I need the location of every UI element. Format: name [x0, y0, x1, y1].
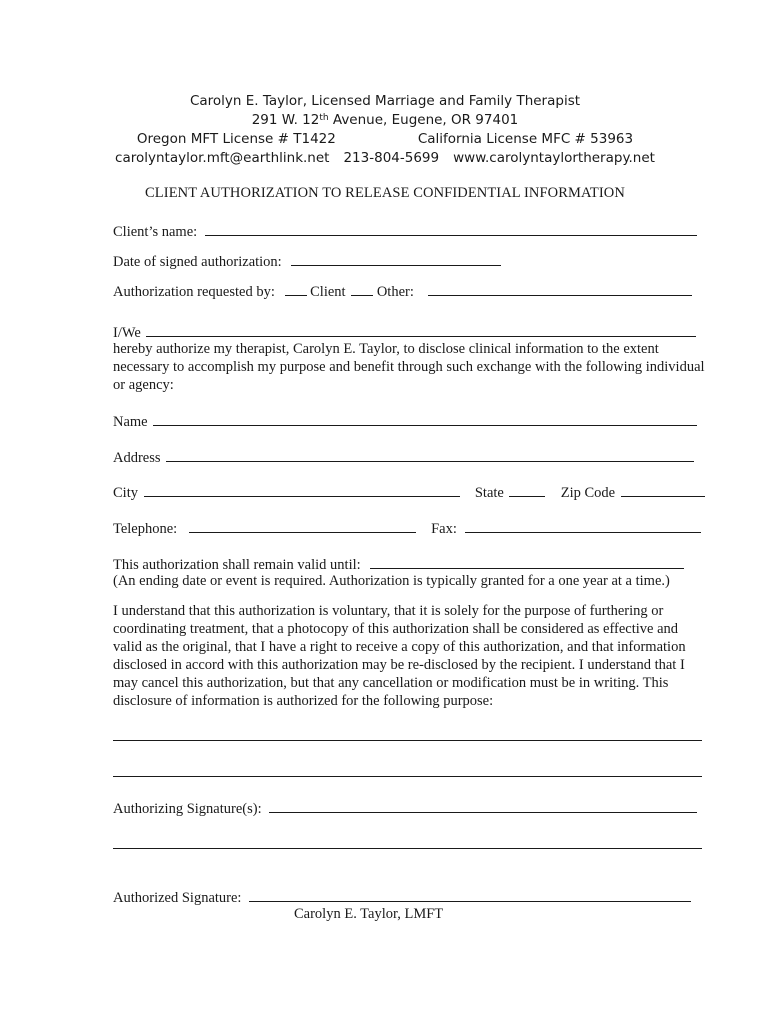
- address-field[interactable]: [166, 447, 694, 462]
- zip-label: Zip Code: [560, 485, 616, 501]
- address-label: Address: [113, 450, 161, 466]
- client-option-blank[interactable]: [285, 281, 307, 296]
- date-field[interactable]: [291, 251, 501, 266]
- contact-line: [0, 149, 770, 168]
- authorizing-signature-field[interactable]: [269, 798, 697, 813]
- iwe-row: [113, 322, 696, 342]
- letterhead: [0, 92, 770, 168]
- date-row: [113, 251, 501, 271]
- therapist-name-line: Carolyn E. Taylor, Licensed Marriage and Family Therapist: [189, 93, 581, 109]
- email-text: carolyntaylor.mft@earthlink.net: [115, 150, 330, 166]
- name-label: Name: [113, 414, 148, 430]
- telephone-field[interactable]: [189, 518, 416, 533]
- other-option-blank[interactable]: [351, 281, 373, 296]
- valid-until-row: [113, 554, 684, 574]
- phone-text: 213-804-5699: [343, 150, 440, 166]
- city-field[interactable]: [144, 482, 460, 497]
- telephone-label: Telephone:: [113, 521, 178, 537]
- state-field[interactable]: [509, 482, 545, 497]
- iwe-label: I/We: [113, 325, 141, 341]
- website-text: www.carolyntaylortherapy.net: [453, 150, 655, 166]
- iwe-field[interactable]: [146, 322, 696, 337]
- address-line: [0, 111, 770, 130]
- license-line: [0, 130, 770, 149]
- valid-until-field[interactable]: [370, 554, 684, 569]
- purpose-line-2[interactable]: [113, 776, 702, 777]
- city-label: City: [113, 485, 138, 501]
- other-option-label: Other:: [376, 284, 414, 300]
- date-label: Date of signed authorization:: [113, 254, 282, 270]
- clients-name-row: [113, 221, 697, 241]
- authorizing-signature-label: Authorizing Signature(s):: [113, 801, 262, 817]
- state-label: State: [474, 485, 504, 501]
- therapist-signature-name: Carolyn E. Taylor, LMFT: [294, 906, 444, 922]
- purpose-line-1[interactable]: [113, 740, 702, 741]
- name-row: [113, 411, 697, 431]
- oregon-license: Oregon MFT License # T1422: [136, 131, 336, 147]
- name-field[interactable]: [153, 411, 697, 426]
- clients-name-field[interactable]: [205, 221, 697, 236]
- authorized-signature-field[interactable]: [249, 887, 691, 902]
- requested-by-label: Authorization requested by:: [113, 284, 275, 300]
- california-license: California License MFC # 53963: [417, 131, 634, 147]
- clients-name-label: Client’s name:: [113, 224, 198, 240]
- valid-until-label: This authorization shall remain valid until:: [113, 557, 361, 573]
- valid-note: (An ending date or event is required. Authorization is typically granted for a one year at a time.): [113, 573, 670, 589]
- telephone-row: [113, 518, 701, 538]
- fax-field[interactable]: [465, 518, 701, 533]
- address-street: 291 W. 12: [251, 112, 320, 128]
- client-option-label: Client: [310, 284, 346, 300]
- authorizing-signature-row: [113, 798, 697, 818]
- address-ordinal: th: [319, 113, 329, 123]
- address-row: [113, 447, 694, 467]
- second-signature-line[interactable]: [113, 848, 702, 849]
- authorized-signature-label: Authorized Signature:: [113, 890, 242, 906]
- zip-field[interactable]: [621, 482, 705, 497]
- authorize-paragraph: hereby authorize my therapist, Carolyn E. Taylor, to disclose clinical information to the extent necessary to accomplish my purpose and benefit through such exchange with the following individual or agency:: [113, 341, 705, 393]
- address-city: Avenue, Eugene, OR 97401: [328, 112, 519, 128]
- form-title: CLIENT AUTHORIZATION TO RELEASE CONFIDENTIAL INFORMATION: [145, 185, 625, 201]
- city-row: [113, 482, 705, 502]
- understand-paragraph: I understand that this authorization is voluntary, that it is solely for the purpose of furthering or coordinating treatment, that a photocopy of this authorization shall be considered as effective and valid as the original, that I have a right to receive a copy of this authorization, and that information disclosed in accord with this authorization may be re-disclosed by the recipient. I understand that I may cancel this authorization, but that any cancellation or modification must be in writing. This disclosure of information is authorized for the following purpose:: [113, 603, 686, 709]
- other-field[interactable]: [428, 281, 692, 296]
- authorized-signature-row: [113, 887, 691, 907]
- fax-label: Fax:: [431, 521, 457, 537]
- requested-by-row: [113, 281, 692, 301]
